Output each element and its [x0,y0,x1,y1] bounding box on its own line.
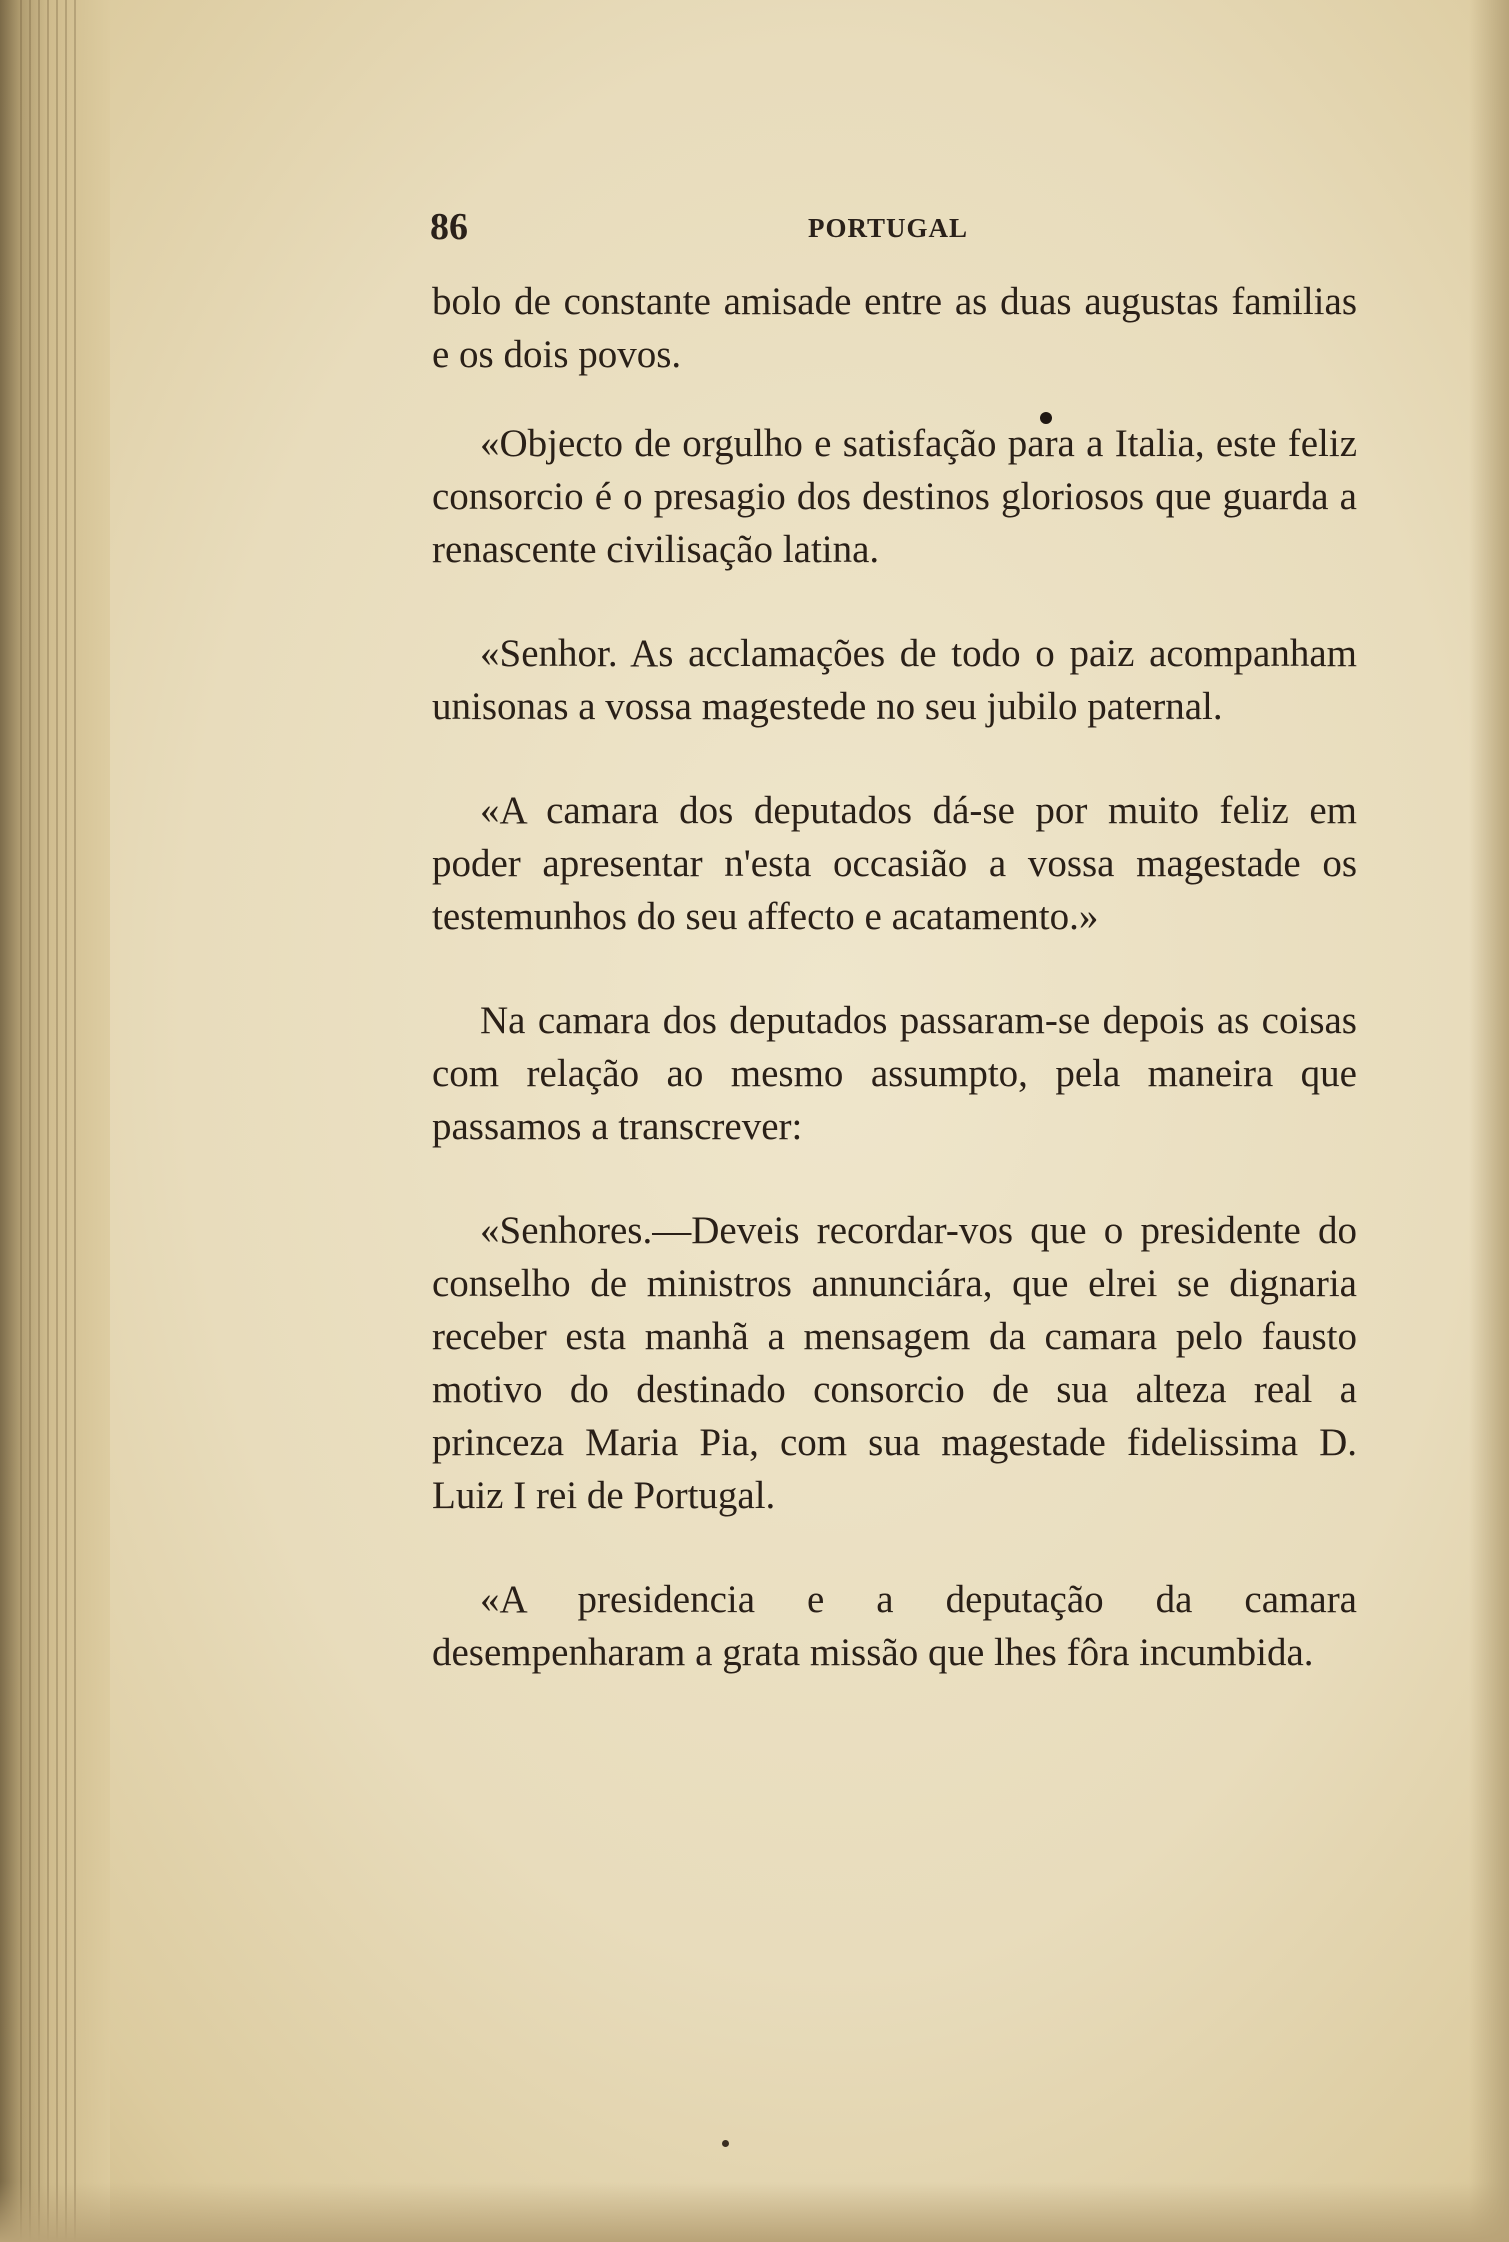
paragraph: «A presidencia e a deputação da camara desempenharam a grata missão que lhes fôra incumbida. [432,1578,1357,1674]
paragraph: Na camara dos deputados passaram-se depois as coisas com relação ao mesmo assumpto, pela maneira que passamos a transcrever: [432,999,1357,1148]
page-stacked-edges [20,0,80,2242]
ink-speck [722,2140,729,2147]
page-bottom-edge [0,2182,1509,2242]
paragraph: «Senhor. As acclamações de todo o paiz acompanham unisonas a vossa magestede no seu jubilo paternal. [432,632,1357,728]
body-text [432,275,1357,1730]
page-header [430,205,1350,255]
paragraph: «Senhores.—Deveis recordar-vos que o presidente do conselho de ministros annunciára, que elrei se dignaria receber esta manhã a mensagem da camara pelo fausto motivo do destinado consorcio de sua alteza real a princeza Maria Pia, com sua magestade fidelissima D. Luiz I rei de Portugal. [432,1209,1357,1517]
page-right-edge [1469,0,1509,2242]
running-head: PORTUGAL [808,213,969,243]
paragraph: «A camara dos deputados dá-se por muito feliz em poder apresentar n'esta occasião a vossa magestade os testemunhos do seu affecto e acatamento.» [432,789,1357,938]
paragraph: «Objecto de orgulho e satisfação para a Italia, este feliz consorcio é o presagio dos destinos gloriosos que guarda a renascente civilisação latina. [432,422,1357,571]
page-number: 86 [430,206,468,248]
paragraph: bolo de constante amisade entre as duas augustas familias e os dois povos. [432,280,1357,376]
